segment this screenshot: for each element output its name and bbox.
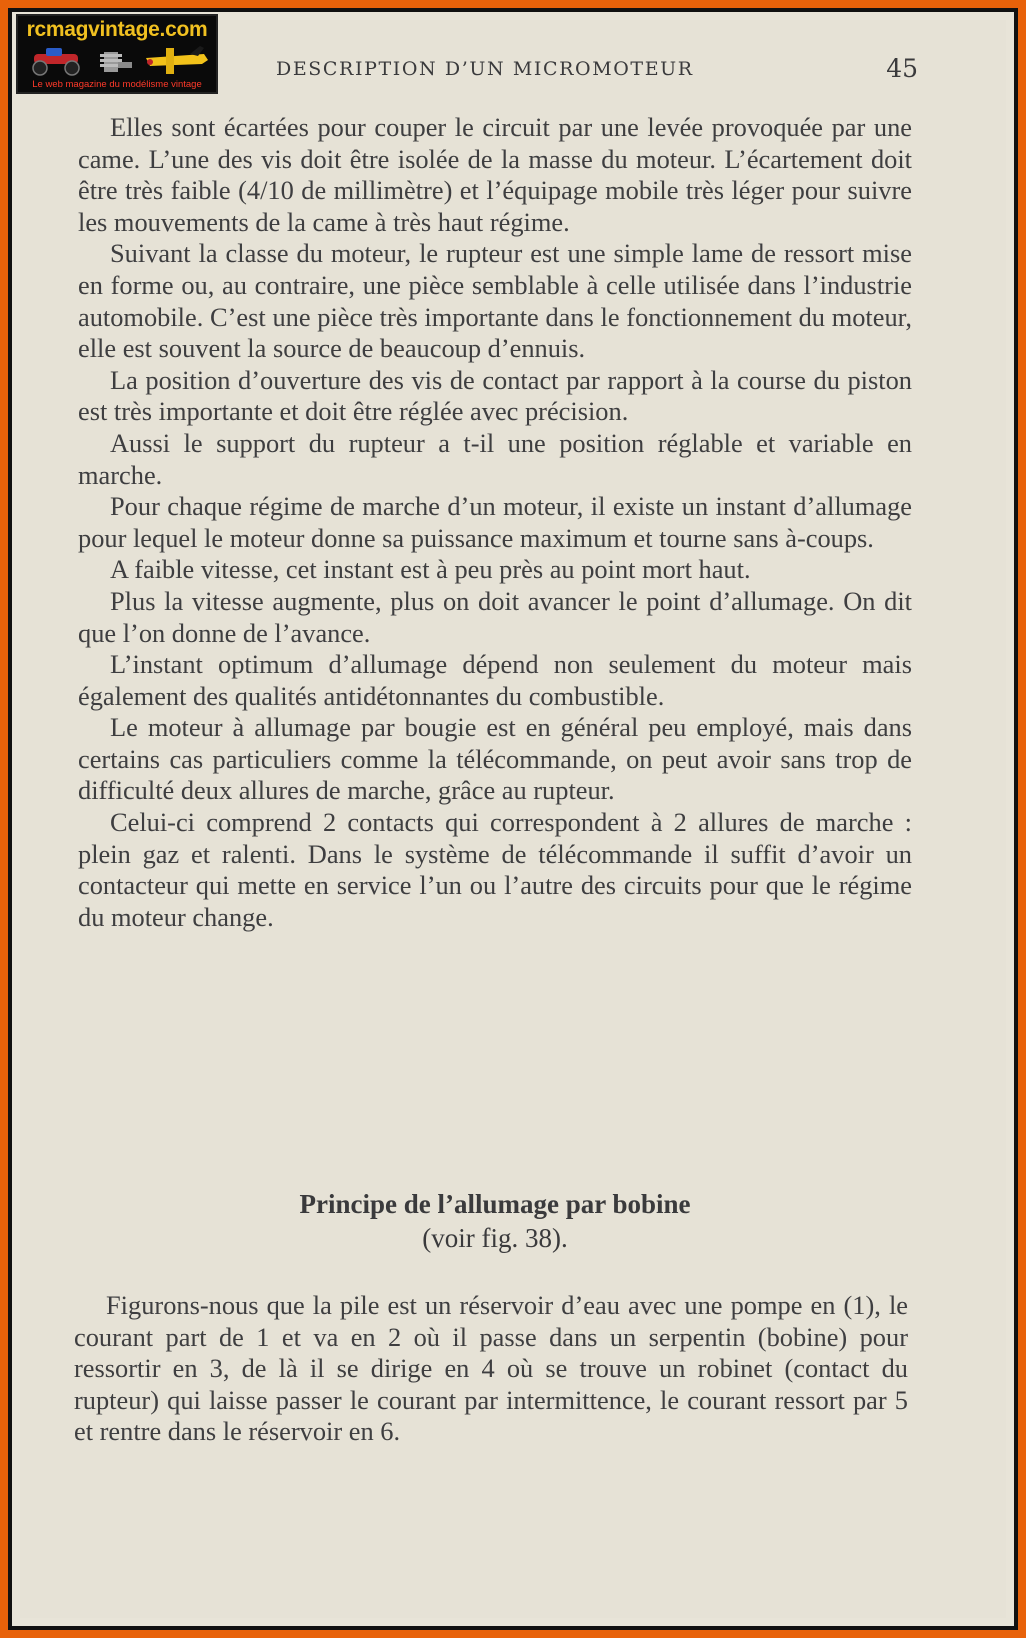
- paragraph: Pour chaque régime de marche d’un moteur, il existe un instant d’allumage pour lequel le moteur donne sa puissance maximum et tourne sans à-coups.: [78, 491, 912, 553]
- paragraph: L’instant optimum d’allumage dépend non seulement du moteur mais également des qualités antidétonnantes du combustible.: [78, 649, 912, 711]
- paragraph: Plus la vitesse augmente, plus on doit avancer le point d’allumage. On dit que l’on donne de l’avance.: [78, 585, 912, 648]
- logo-tagline: Le web magazine du modélisme vintage: [32, 79, 202, 90]
- running-head: DESCRIPTION D’UN MICROMOTEUR: [276, 58, 694, 80]
- paragraph: Figurons-nous que la pile est un réservoir d’eau avec une pompe en (1), le courant part de 1 et va en 2 où il passe dans un serpentin (bobine) pour ressortir en 3, de là il se dirige en 4 où se trouve un robinet (contact du rupteur) qui laisse passer le courant par intermittence, le courant ressort par 5 et rentre dans le réservoir en 6.: [74, 1290, 908, 1447]
- paragraph: A faible vitesse, cet instant est à peu près au point mort haut.: [110, 554, 751, 585]
- page-number: 45: [886, 54, 918, 83]
- logo-title: rcmagvintage.com: [26, 18, 208, 41]
- paragraph: Suivant la classe du moteur, le rupteur est une simple lame de ressort mise en forme ou, au contraire, une pièce semblable à celle utilisée dans l’industrie automobile. C’est une pièce très importante dans le fonctionnement du moteur, elle est souvent la source de beaucoup d’ennuis.: [78, 238, 912, 364]
- logo-vehicles-icon: [26, 44, 212, 78]
- paragraph: Le moteur à allumage par bougie est en général peu employé, mais dans certains cas particuliers comme la télécommande, on peut avoir sans trop de difficulté deux allures de marche, grâce au rupteur.: [78, 712, 912, 806]
- paragraph: Aussi le support du rupteur a t-il une position réglable et variable en marche.: [78, 427, 912, 490]
- paragraph: Celui-ci comprend 2 contacts qui correspondent à 2 allures de marche : plein gaz et ralenti. Dans le système de télécommande il suffit d’avoir un contacteur qui mette en service l’un ou l’autre des circuits pour que le régime du moteur change.: [78, 807, 912, 932]
- section-body: [74, 1290, 908, 1448]
- paragraph: La position d’ouverture des vis de contact par rapport à la course du piston est très importante et doit être réglée avec précision.: [78, 364, 912, 427]
- body-text: [78, 112, 912, 933]
- paragraph: Elles sont écartées pour couper le circuit par une levée provoquée par une came. L’une des vis doit être isolée de la masse du moteur. L’écartement doit être très faible (4/10 de millimètre) et l’équipage mobile très léger pour suivre les mouvements de la came à très haut régime.: [78, 112, 912, 237]
- site-logo[interactable]: [16, 14, 218, 94]
- section-heading: Principe de l’allumage par bobine: [299, 1189, 691, 1219]
- section-subheading: (voir fig. 38).: [422, 1223, 568, 1253]
